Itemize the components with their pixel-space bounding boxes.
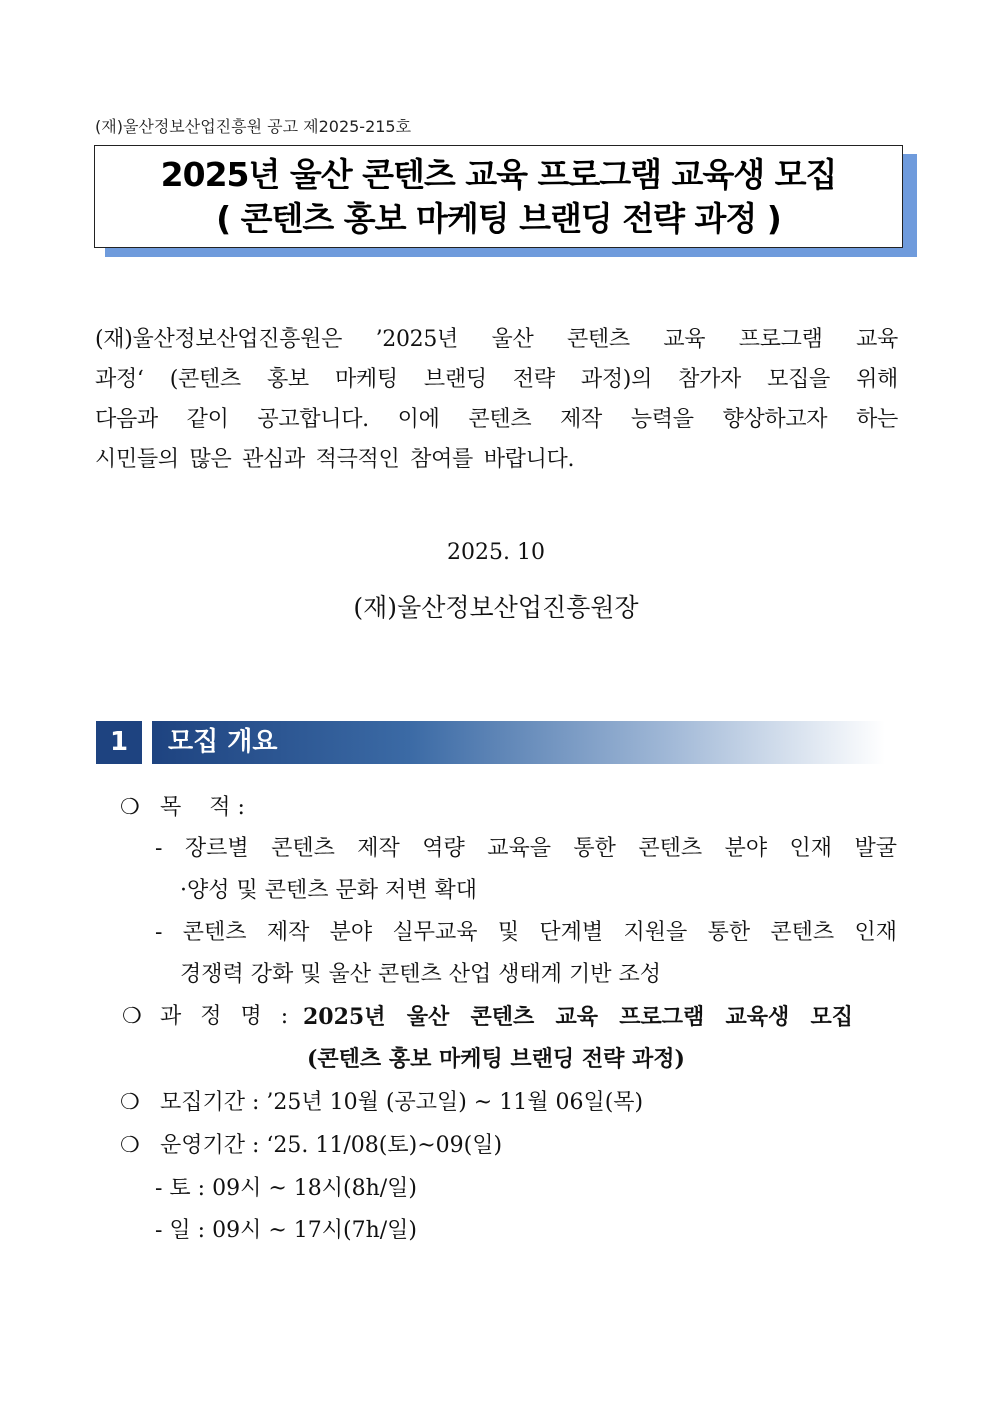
course-name: 2025년 울산 콘텐츠 교육 프로그램 교육생 모집 bbox=[303, 1004, 853, 1030]
section-number: 1 bbox=[96, 721, 142, 764]
notice-date: 2025. 10 bbox=[447, 540, 545, 565]
bullet-circle-icon: ❍ bbox=[120, 1133, 140, 1158]
intro-line-3: 다음과 같이 공고합니다. 이에 콘텐츠 제작 능력을 향상하고자 하는 bbox=[95, 407, 898, 432]
intro-paragraph bbox=[95, 320, 898, 480]
schedule-saturday: - 토 : 09시 ~ 18시(8h/일) bbox=[155, 1176, 417, 1201]
schedule-sunday: - 일 : 09시 ~ 17시(7h/일) bbox=[155, 1218, 417, 1243]
bullet-circle-icon: ❍ bbox=[120, 1090, 140, 1115]
purpose-label: 목 적 : bbox=[160, 795, 245, 820]
purpose-item-2-cont: 경쟁력 강화 및 울산 콘텐츠 산업 생태계 기반 조성 bbox=[180, 962, 661, 987]
course-name-sub: (콘텐츠 홍보 마케팅 브랜딩 전략 과정) bbox=[307, 1046, 685, 1072]
bullet-circle-icon: ❍ bbox=[122, 1004, 142, 1029]
purpose-item-2: - 콘텐츠 제작 분야 실무교육 및 단계별 지원을 통한 콘텐츠 인재 bbox=[155, 920, 897, 945]
intro-line-4: 시민들의 많은 관심과 적극적인 참여를 바랍니다. bbox=[95, 447, 575, 472]
title-box bbox=[94, 145, 903, 248]
purpose-item-1-cont: ·양성 및 콘텐츠 문화 저변 확대 bbox=[180, 878, 477, 903]
notice-number: (재)울산정보산업진흥원 공고 제2025-215호 bbox=[95, 117, 412, 136]
intro-line-1: (재)울산정보산업진흥원은 ’2025년 울산 콘텐츠 교육 프로그램 교육 bbox=[95, 327, 898, 352]
main-title: 2025년 울산 콘텐츠 교육 프로그램 교육생 모집 bbox=[160, 154, 837, 194]
purpose-item-1: - 장르별 콘텐츠 제작 역량 교육을 통한 콘텐츠 분야 인재 발굴 bbox=[155, 836, 897, 861]
bullet-circle-icon: ❍ bbox=[120, 795, 140, 820]
operation-period: 운영기간 : ‘25. 11/08(토)~09(일) bbox=[160, 1133, 503, 1158]
course-subtitle: ( 콘텐츠 홍보 마케팅 브랜딩 전략 과정 ) bbox=[216, 198, 781, 238]
section-title: 모집 개요 bbox=[168, 727, 278, 757]
recruitment-period: 모집기간 : ’25년 10월 (공고일) ~ 11월 06일(목) bbox=[160, 1090, 644, 1115]
issuer-signature: (재)울산정보산업진흥원장 bbox=[353, 593, 639, 622]
intro-line-2: 과정‘ (콘텐츠 홍보 마케팅 브랜딩 전략 과정)의 참가자 모집을 위해 bbox=[95, 367, 898, 392]
course-label: 과 정 명 : bbox=[160, 1004, 295, 1029]
